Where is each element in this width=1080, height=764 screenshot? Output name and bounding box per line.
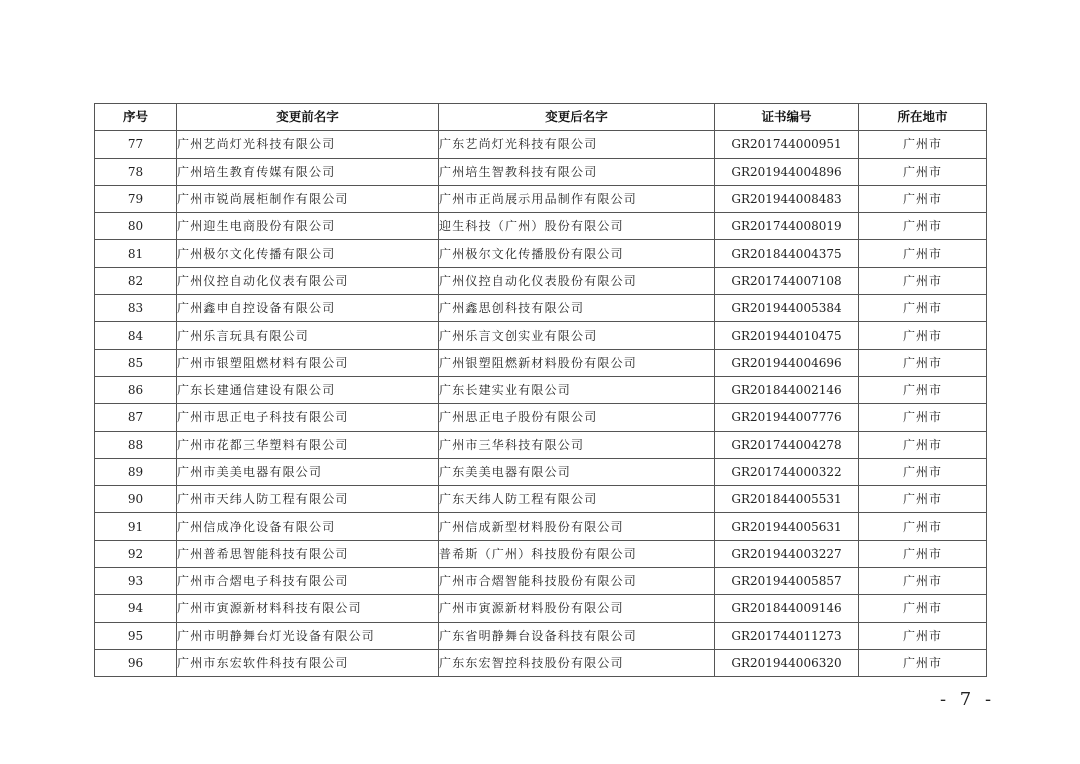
old-name-cell: 广州迎生电商股份有限公司	[177, 213, 439, 240]
city-cell: 广州市	[859, 431, 987, 458]
city-cell: 广州市	[859, 540, 987, 567]
city-cell: 广州市	[859, 513, 987, 540]
old-name-cell: 广州乐言玩具有限公司	[177, 322, 439, 349]
certificate-no-cell: GR201944005384	[715, 295, 859, 322]
city-cell: 广州市	[859, 622, 987, 649]
table-row	[95, 540, 987, 567]
new-name-cell: 广州鑫思创科技有限公司	[439, 295, 715, 322]
new-name-cell: 广州乐言文创实业有限公司	[439, 322, 715, 349]
serial-no-cell: 95	[95, 622, 177, 649]
serial-no-cell: 77	[95, 131, 177, 158]
city-cell: 广州市	[859, 458, 987, 485]
table-row	[95, 404, 987, 431]
serial-no-cell: 94	[95, 595, 177, 622]
table-row	[95, 240, 987, 267]
new-name-cell: 广州市正尚展示用品制作有限公司	[439, 185, 715, 212]
old-name-cell: 广州极尔文化传播有限公司	[177, 240, 439, 267]
new-name-cell: 广州银塑阻燃新材料股份有限公司	[439, 349, 715, 376]
city-cell: 广州市	[859, 486, 987, 513]
table-row	[95, 185, 987, 212]
table-row	[95, 158, 987, 185]
certificate-no-cell: GR201744007108	[715, 267, 859, 294]
new-name-cell: 广东东宏智控科技股份有限公司	[439, 649, 715, 676]
certificate-no-cell: GR201744000322	[715, 458, 859, 485]
table-row	[95, 349, 987, 376]
table-row	[95, 595, 987, 622]
serial-no-cell: 80	[95, 213, 177, 240]
serial-no-cell: 85	[95, 349, 177, 376]
new-name-cell: 广州仪控自动化仪表股份有限公司	[439, 267, 715, 294]
city-cell: 广州市	[859, 131, 987, 158]
header-certificate-no: 证书编号	[715, 104, 859, 131]
new-name-cell: 广东艺尚灯光科技有限公司	[439, 131, 715, 158]
old-name-cell: 广州市天纬人防工程有限公司	[177, 486, 439, 513]
old-name-cell: 广州市合熠电子科技有限公司	[177, 568, 439, 595]
certificate-no-cell: GR201844002146	[715, 376, 859, 403]
city-cell: 广州市	[859, 240, 987, 267]
table-row	[95, 213, 987, 240]
city-cell: 广州市	[859, 267, 987, 294]
new-name-cell: 广州市合熠智能科技股份有限公司	[439, 568, 715, 595]
company-name-change-table	[94, 103, 987, 677]
table-row	[95, 568, 987, 595]
certificate-no-cell: GR201844005531	[715, 486, 859, 513]
city-cell: 广州市	[859, 185, 987, 212]
certificate-no-cell: GR201944008483	[715, 185, 859, 212]
table-row	[95, 622, 987, 649]
certificate-no-cell: GR201944010475	[715, 322, 859, 349]
serial-no-cell: 83	[95, 295, 177, 322]
page-number: - 7 -	[940, 689, 996, 710]
serial-no-cell: 92	[95, 540, 177, 567]
certificate-no-cell: GR201944003227	[715, 540, 859, 567]
serial-no-cell: 86	[95, 376, 177, 403]
table-row	[95, 131, 987, 158]
new-name-cell: 广东天纬人防工程有限公司	[439, 486, 715, 513]
serial-no-cell: 84	[95, 322, 177, 349]
table-row	[95, 649, 987, 676]
serial-no-cell: 96	[95, 649, 177, 676]
city-cell: 广州市	[859, 158, 987, 185]
city-cell: 广州市	[859, 213, 987, 240]
header-new-name: 变更后名字	[439, 104, 715, 131]
new-name-cell: 广州信成新型材料股份有限公司	[439, 513, 715, 540]
city-cell: 广州市	[859, 595, 987, 622]
old-name-cell: 广州鑫申自控设备有限公司	[177, 295, 439, 322]
old-name-cell: 广州仪控自动化仪表有限公司	[177, 267, 439, 294]
city-cell: 广州市	[859, 376, 987, 403]
certificate-no-cell: GR201944004696	[715, 349, 859, 376]
table-header-row	[95, 104, 987, 131]
city-cell: 广州市	[859, 568, 987, 595]
serial-no-cell: 89	[95, 458, 177, 485]
serial-no-cell: 93	[95, 568, 177, 595]
city-cell: 广州市	[859, 404, 987, 431]
certificate-no-cell: GR201844004375	[715, 240, 859, 267]
certificate-no-cell: GR201744000951	[715, 131, 859, 158]
certificate-no-cell: GR201844009146	[715, 595, 859, 622]
table-row	[95, 376, 987, 403]
certificate-no-cell: GR201744008019	[715, 213, 859, 240]
city-cell: 广州市	[859, 349, 987, 376]
certificate-no-cell: GR201944004896	[715, 158, 859, 185]
certificate-no-cell: GR201944005857	[715, 568, 859, 595]
new-name-cell: 广州市寅源新材料股份有限公司	[439, 595, 715, 622]
table-row	[95, 267, 987, 294]
new-name-cell: 广州市三华科技有限公司	[439, 431, 715, 458]
new-name-cell: 迎生科技（广州）股份有限公司	[439, 213, 715, 240]
old-name-cell: 广州信成净化设备有限公司	[177, 513, 439, 540]
old-name-cell: 广州市明静舞台灯光设备有限公司	[177, 622, 439, 649]
old-name-cell: 广州市银塑阻燃材料有限公司	[177, 349, 439, 376]
serial-no-cell: 81	[95, 240, 177, 267]
old-name-cell: 广州市花都三华塑料有限公司	[177, 431, 439, 458]
serial-no-cell: 78	[95, 158, 177, 185]
old-name-cell: 广州市东宏软件科技有限公司	[177, 649, 439, 676]
serial-no-cell: 88	[95, 431, 177, 458]
table-row	[95, 295, 987, 322]
table-row	[95, 322, 987, 349]
old-name-cell: 广州普希思智能科技有限公司	[177, 540, 439, 567]
new-name-cell: 广东美美电器有限公司	[439, 458, 715, 485]
serial-no-cell: 91	[95, 513, 177, 540]
new-name-cell: 普希斯（广州）科技股份有限公司	[439, 540, 715, 567]
old-name-cell: 广州市美美电器有限公司	[177, 458, 439, 485]
serial-no-cell: 82	[95, 267, 177, 294]
new-name-cell: 广州极尔文化传播股份有限公司	[439, 240, 715, 267]
certificate-no-cell: GR201944007776	[715, 404, 859, 431]
serial-no-cell: 90	[95, 486, 177, 513]
header-city: 所在地市	[859, 104, 987, 131]
old-name-cell: 广东长建通信建设有限公司	[177, 376, 439, 403]
certificate-no-cell: GR201744011273	[715, 622, 859, 649]
new-name-cell: 广州思正电子股份有限公司	[439, 404, 715, 431]
city-cell: 广州市	[859, 322, 987, 349]
old-name-cell: 广州培生教育传媒有限公司	[177, 158, 439, 185]
new-name-cell: 广州培生智教科技有限公司	[439, 158, 715, 185]
old-name-cell: 广州市寅源新材料科技有限公司	[177, 595, 439, 622]
serial-no-cell: 79	[95, 185, 177, 212]
certificate-no-cell: GR201944006320	[715, 649, 859, 676]
header-serial-no: 序号	[95, 104, 177, 131]
old-name-cell: 广州市锐尚展柜制作有限公司	[177, 185, 439, 212]
serial-no-cell: 87	[95, 404, 177, 431]
table-row	[95, 458, 987, 485]
certificate-no-cell: GR201944005631	[715, 513, 859, 540]
city-cell: 广州市	[859, 649, 987, 676]
certificate-no-cell: GR201744004278	[715, 431, 859, 458]
header-old-name: 变更前名字	[177, 104, 439, 131]
table-row	[95, 486, 987, 513]
old-name-cell: 广州艺尚灯光科技有限公司	[177, 131, 439, 158]
table-row	[95, 513, 987, 540]
new-name-cell: 广东长建实业有限公司	[439, 376, 715, 403]
old-name-cell: 广州市思正电子科技有限公司	[177, 404, 439, 431]
table-row	[95, 431, 987, 458]
city-cell: 广州市	[859, 295, 987, 322]
new-name-cell: 广东省明静舞台设备科技有限公司	[439, 622, 715, 649]
table-body	[95, 131, 987, 677]
